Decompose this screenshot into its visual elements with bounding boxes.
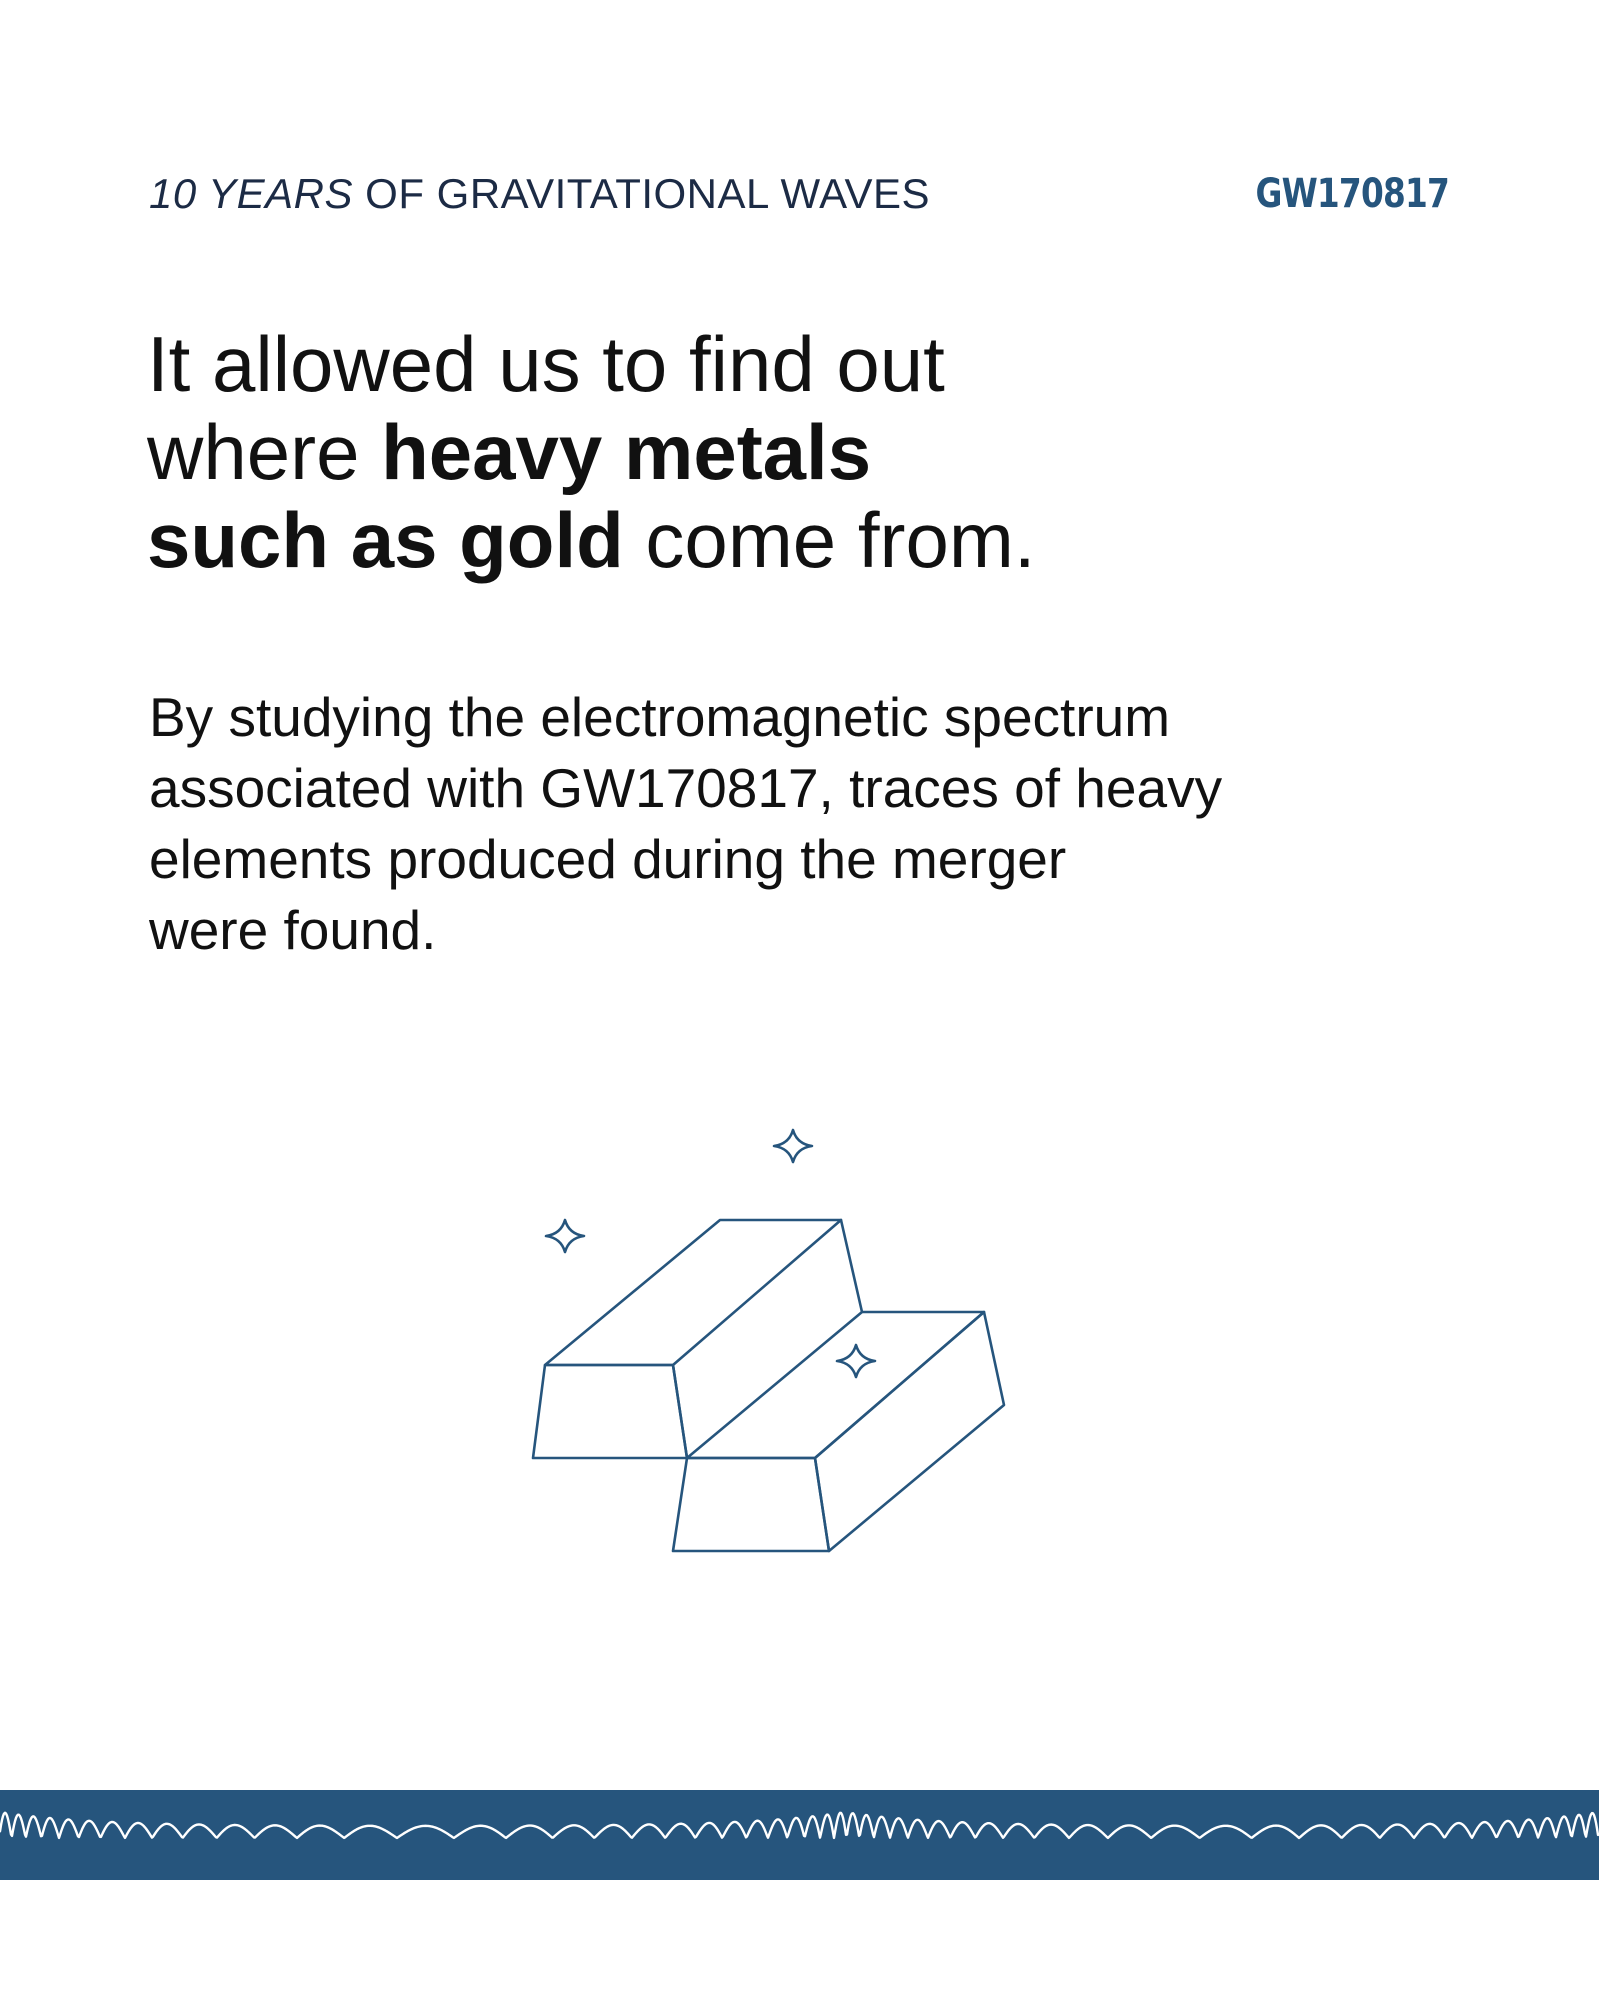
sparkle-icon: [774, 1130, 812, 1162]
headline-line-3-plain: come from.: [623, 496, 1036, 584]
gold-bar-back-top: [545, 1220, 841, 1365]
headline-line-2-plain: where: [147, 408, 382, 496]
header: [149, 164, 1449, 224]
gold-bar-back-front: [533, 1365, 687, 1458]
sparkle-icon: [546, 1220, 584, 1252]
body-line-4: were found.: [149, 899, 437, 961]
headline: [147, 320, 1347, 584]
sparkle-icon: [837, 1345, 875, 1377]
event-code: GW170817: [1255, 171, 1449, 217]
headline-line-3-bold: such as gold: [147, 496, 624, 584]
body-paragraph: [149, 682, 1449, 966]
series-title-rest: OF GRAVITATIONAL WAVES: [353, 170, 931, 217]
headline-line-1: It allowed us to find out: [147, 320, 945, 408]
gold-bar-front-front: [673, 1458, 829, 1551]
body-line-3: elements produced during the merger: [149, 828, 1067, 890]
gold-bar-back-edge-lower: [673, 1365, 687, 1458]
gold-bar-front-top: [687, 1312, 984, 1458]
body-line-1: By studying the electromagnetic spectrum: [149, 686, 1171, 748]
gravitational-wave-icon: [0, 1790, 1599, 1880]
gold-bar-front-side: [815, 1312, 1004, 1551]
gold-bars-icon: [520, 1110, 1020, 1560]
series-title: [149, 170, 930, 218]
body-line-2: associated with GW170817, traces of heavy: [149, 757, 1223, 819]
wave-line: [0, 1813, 1599, 1838]
headline-line-2-bold: heavy metals: [381, 408, 872, 496]
gold-bar-back-edge: [841, 1220, 862, 1312]
gravitational-wave-band: [0, 1790, 1599, 1880]
series-title-italic: 10 YEARS: [149, 170, 354, 217]
